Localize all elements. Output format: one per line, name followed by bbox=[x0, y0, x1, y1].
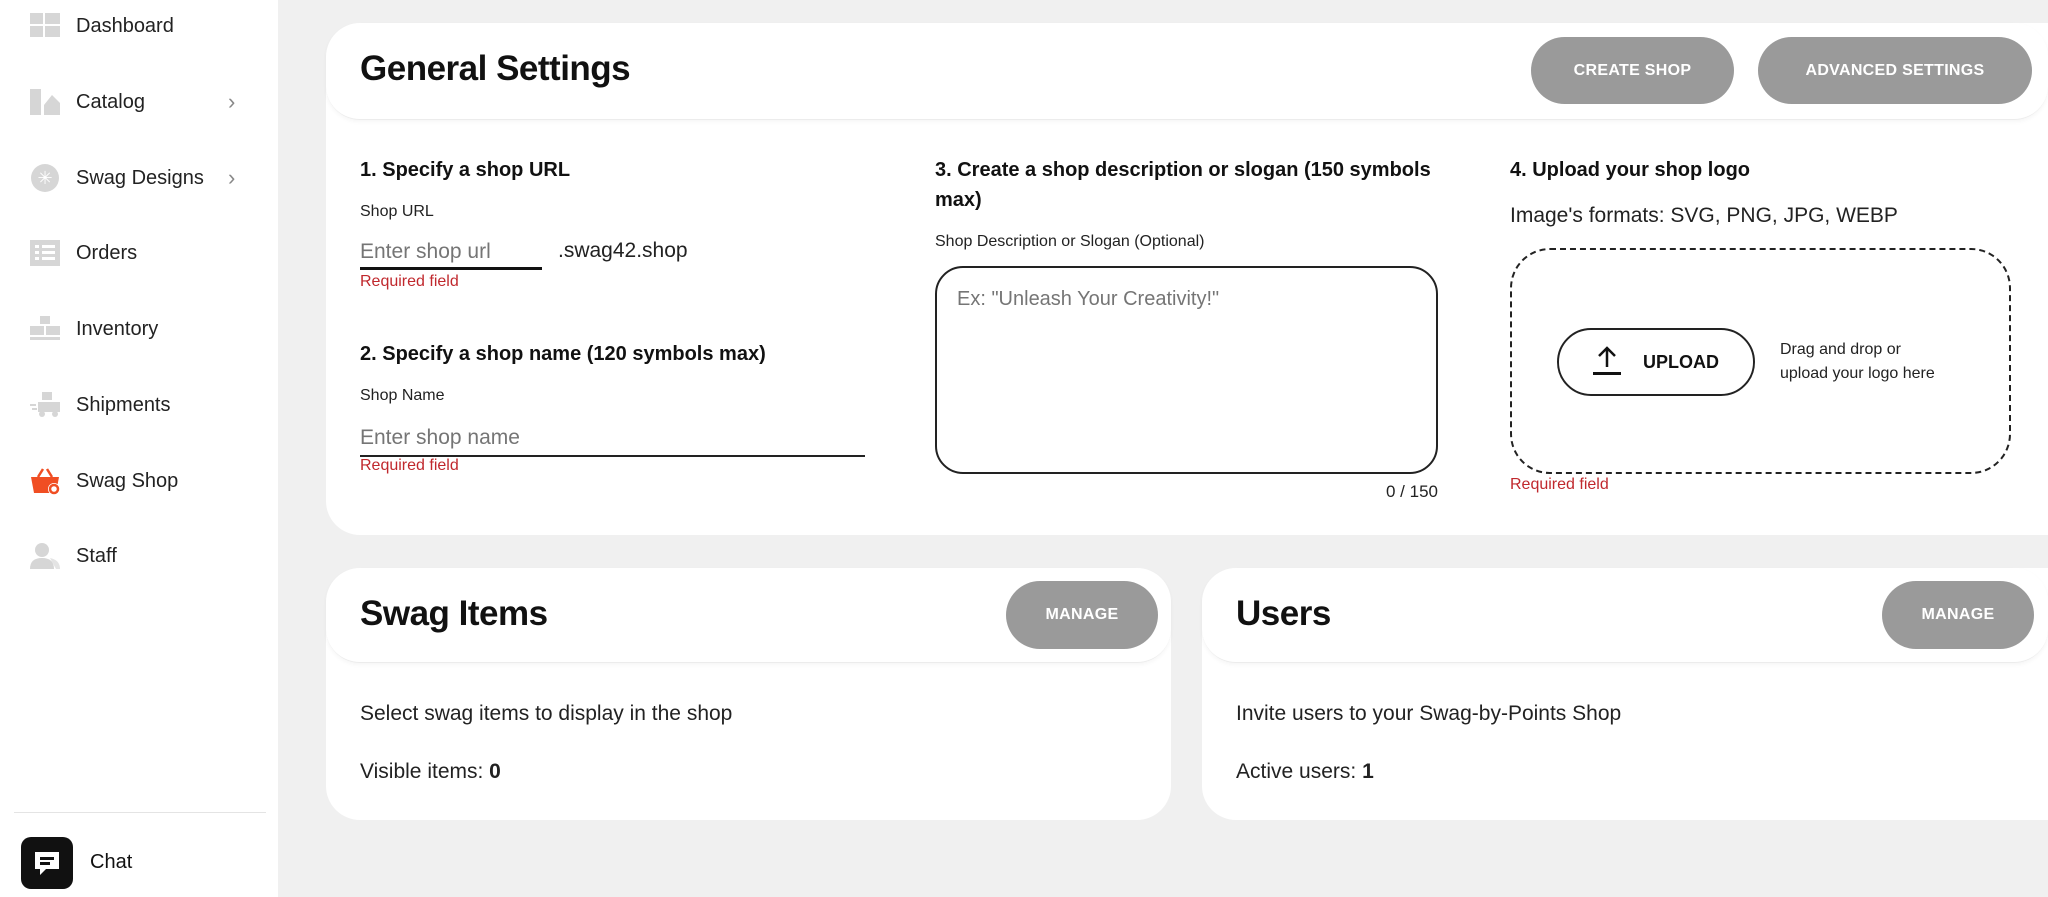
description-textarea[interactable] bbox=[935, 266, 1438, 474]
visible-items bbox=[360, 760, 501, 784]
chevron-right-icon: › bbox=[228, 165, 236, 190]
sidebar-item-label: Catalog bbox=[76, 90, 145, 113]
character-counter: 0 / 150 bbox=[1386, 482, 1438, 501]
catalog-icon bbox=[29, 87, 60, 118]
chat-icon bbox=[21, 837, 73, 889]
create-shop-button[interactable]: CREATE SHOP bbox=[1531, 37, 1734, 104]
dropzone-hint bbox=[1780, 338, 1935, 386]
sidebar-item-label: Staff bbox=[76, 544, 117, 567]
swag-items-card bbox=[326, 568, 1171, 820]
active-users bbox=[1236, 760, 1374, 784]
sidebar-item-label: Shipments bbox=[76, 393, 171, 416]
swag-items-title: Swag Items bbox=[360, 594, 548, 633]
description-label: Shop Description or Slogan (Optional) bbox=[935, 233, 1205, 250]
inventory-icon bbox=[29, 314, 60, 345]
manage-users-button[interactable]: MANAGE bbox=[1882, 581, 2034, 649]
image-formats-text: Image's formats: SVG, PNG, JPG, WEBP bbox=[1510, 204, 1898, 227]
sidebar-item-shipments[interactable] bbox=[0, 375, 278, 435]
sidebar-item-dashboard[interactable] bbox=[0, 0, 278, 56]
sidebar-item-label: Dashboard bbox=[76, 14, 174, 37]
sidebar-item-swag-shop[interactable] bbox=[0, 451, 278, 511]
active-users-count: 1 bbox=[1362, 760, 1374, 783]
sidebar-item-staff[interactable] bbox=[0, 526, 278, 586]
hint-line-2: upload your logo here bbox=[1780, 365, 1935, 382]
sidebar-item-inventory[interactable] bbox=[0, 299, 278, 359]
active-users-label: Active users: bbox=[1236, 760, 1357, 783]
svg-text:✳: ✳ bbox=[36, 168, 53, 188]
sidebar-item-catalog[interactable] bbox=[0, 72, 278, 132]
staff-icon bbox=[29, 541, 60, 572]
sidebar-item-orders[interactable] bbox=[0, 223, 278, 283]
manage-swag-items-button[interactable]: MANAGE bbox=[1006, 581, 1158, 649]
advanced-settings-button[interactable]: ADVANCED SETTINGS bbox=[1758, 37, 2032, 104]
users-description: Invite users to your Swag-by-Points Shop bbox=[1236, 702, 1622, 725]
swag-designs-icon bbox=[29, 163, 60, 194]
step3-heading: 3. Create a shop description or slogan (150 symbols max) bbox=[935, 159, 1431, 211]
users-title: Users bbox=[1236, 594, 1331, 633]
sidebar-divider bbox=[14, 812, 266, 813]
logo-error: Required field bbox=[1510, 476, 1609, 493]
step2-heading: 2. Specify a shop name (120 symbols max) bbox=[360, 343, 766, 365]
shop-url-suffix: .swag42.shop bbox=[558, 239, 688, 262]
swag-shop-icon bbox=[29, 466, 60, 497]
shop-name-input[interactable] bbox=[360, 421, 865, 457]
dashboard-icon bbox=[29, 11, 60, 42]
upload-button[interactable] bbox=[1557, 328, 1755, 396]
users-card bbox=[1202, 568, 2048, 820]
general-settings-card bbox=[326, 23, 2048, 535]
upload-label: UPLOAD bbox=[1643, 351, 1719, 372]
sidebar-item-label: Swag Shop bbox=[76, 469, 179, 492]
sidebar-item-label: Swag Designs bbox=[76, 166, 204, 189]
hint-line-1: Drag and drop or bbox=[1780, 341, 1901, 358]
step4-heading: 4. Upload your shop logo bbox=[1510, 159, 1750, 181]
orders-icon bbox=[29, 238, 60, 269]
shop-name-label: Shop Name bbox=[360, 387, 445, 404]
shipments-icon bbox=[29, 390, 60, 421]
chevron-right-icon: › bbox=[228, 89, 236, 114]
shop-url-error: Required field bbox=[360, 273, 459, 290]
chat-button[interactable] bbox=[21, 837, 261, 889]
visible-items-count: 0 bbox=[489, 760, 501, 783]
shop-url-input[interactable] bbox=[360, 236, 542, 270]
shop-url-label: Shop URL bbox=[360, 203, 434, 220]
step1-heading: 1. Specify a shop URL bbox=[360, 159, 571, 181]
sidebar bbox=[0, 0, 278, 897]
sidebar-item-swag-designs[interactable] bbox=[0, 148, 278, 208]
sidebar-item-label: Orders bbox=[76, 241, 138, 264]
chat-label: Chat bbox=[90, 851, 133, 873]
sidebar-item-label: Inventory bbox=[76, 317, 159, 340]
shop-name-error: Required field bbox=[360, 457, 459, 474]
visible-items-label: Visible items: bbox=[360, 760, 484, 783]
page-title: General Settings bbox=[360, 49, 631, 88]
swag-items-description: Select swag items to display in the shop bbox=[360, 702, 733, 725]
logo-dropzone[interactable] bbox=[1510, 248, 2011, 474]
upload-icon bbox=[1593, 345, 1621, 380]
